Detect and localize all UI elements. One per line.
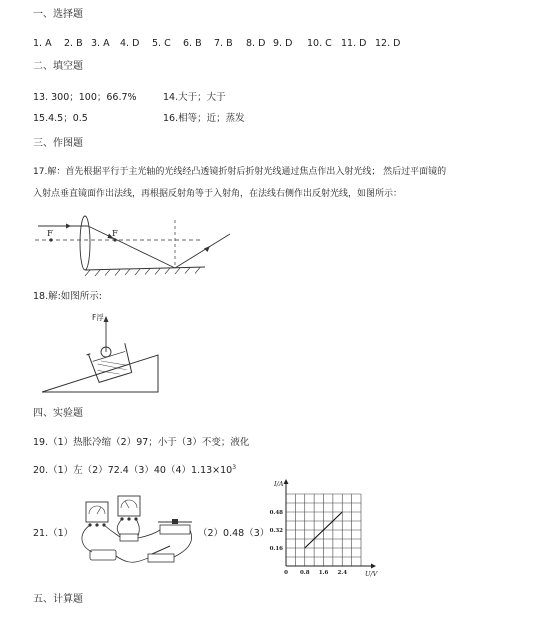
x-tick-label: 0 (284, 570, 288, 576)
section-heading-fill: 二、填空题 (33, 61, 83, 72)
choice-answer: 8. D (246, 38, 266, 49)
x-tick-label: 0.8 (299, 570, 310, 576)
answer-q20: 20.（1）左$(2)72.4(3)40(4)1.13\times 10^3$ (33, 464, 237, 477)
lens-mirror-diagram (30, 212, 240, 277)
focus-label-right: F (112, 229, 118, 239)
circuit-wiring-diagram (72, 490, 196, 574)
section-heading-experiment: 四、实验题 (33, 408, 83, 419)
answer-q17-line1: 17.解：首先根据平行于主光轴的光线经凸透镜折射后折射光线通过焦点作出入射光线； 然后过平面镜的 (33, 167, 447, 177)
choice-answer: 1. A (33, 38, 52, 49)
choice-answer: 5. C (152, 38, 171, 49)
choice-answer: 6. B (183, 38, 202, 49)
choice-answer: 12. D (375, 38, 401, 49)
y-tick-label: 0.48 (269, 510, 283, 516)
section-heading-choice: 一、选择题 (33, 9, 83, 20)
x-axis-arrow (371, 564, 376, 569)
y-axis-arrow (284, 479, 289, 484)
choice-answer: 10. C (307, 38, 332, 49)
focus-label-left: F (47, 229, 53, 239)
choice-answer: 9. D (273, 38, 293, 49)
y-axis-label: I/A (274, 480, 284, 488)
buoyancy-force-label: F浮 (92, 313, 104, 322)
section-heading-drawing: 三、作图题 (33, 138, 83, 149)
answer-q21-prefix: 21.（1） (33, 528, 74, 539)
y-tick-label: 0.16 (269, 546, 283, 552)
y-tick-label: 0.32 (269, 528, 283, 534)
answer-q19: 19.（1）热胀冷缩（2）97；小于（3）不变；液化 (33, 437, 250, 448)
choice-answer: 11. D (341, 38, 367, 49)
answer-q21-middle: （2）0.48（3） (198, 528, 270, 539)
answer-q17-line2: 入射点垂直镜面作出法线，再根据反射角等于入射角，在法线右侧作出反射光线，如图所示： (33, 189, 403, 199)
choice-answer: 4. D (120, 38, 140, 49)
choice-answer: 2. B (64, 38, 83, 49)
choice-answer: 3. A (91, 38, 110, 49)
iu-graph (268, 480, 388, 580)
answer-q18: 18.解:如图所示: (33, 291, 103, 302)
x-tick-label: 1.6 (318, 570, 329, 576)
section-heading-calculation: 五、计算题 (33, 594, 83, 605)
answer-q13: 13. 300；100；66.7% (33, 92, 137, 103)
choice-answer: 7. B (214, 38, 233, 49)
answer-q14: 14.大于；大于 (163, 92, 226, 103)
x-tick-label: 2.4 (337, 570, 348, 576)
answer-q16: 16.相等；近；蒸发 (163, 113, 245, 124)
incline-buoyancy-diagram (40, 310, 165, 395)
x-axis-label: U/V (365, 570, 378, 578)
answer-q15: 15.4.5；0.5 (33, 113, 88, 124)
